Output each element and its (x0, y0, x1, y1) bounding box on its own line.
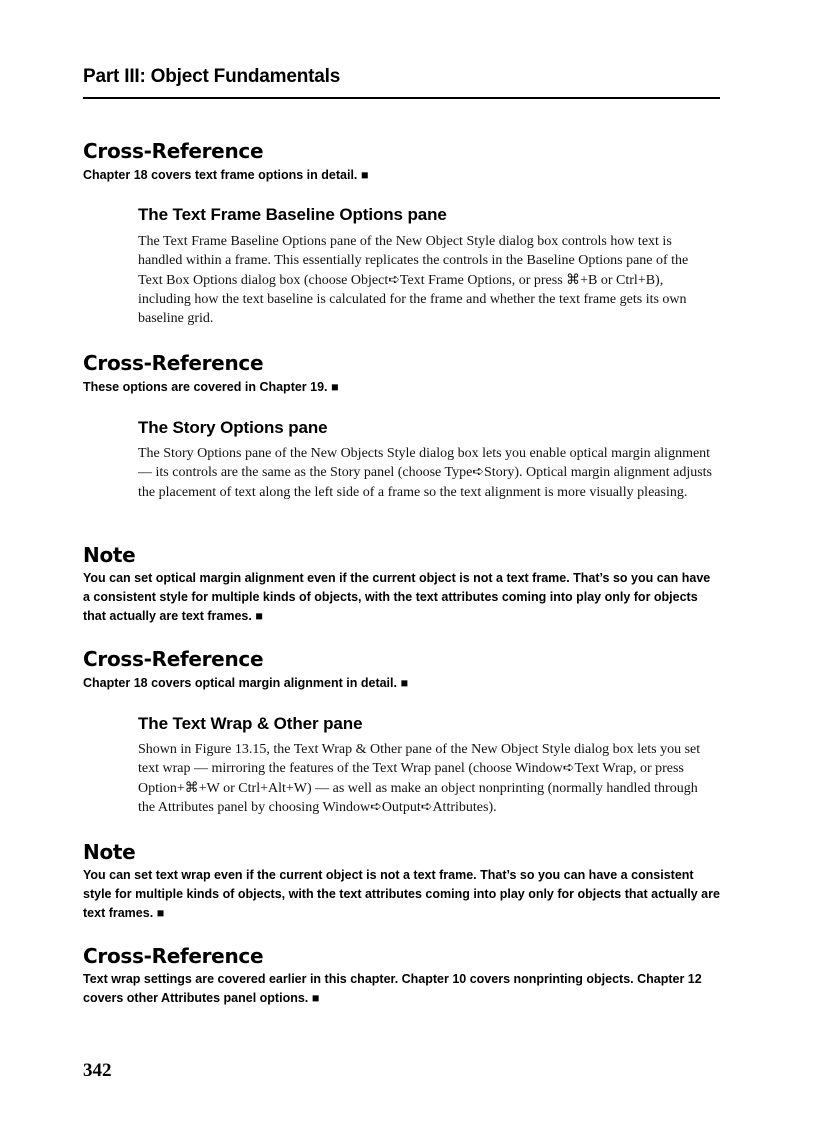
cross-reference-label: Cross-Reference (83, 139, 264, 163)
cross-reference-label: Cross-Reference (83, 351, 264, 375)
note-text: You can set optical margin alignment even if the current object is not a text frame. That’s so you can have a consistent style for multiple kinds of objects, with the text attributes coming into play only for objects that actually are text frames. ■ (83, 571, 711, 623)
note-label: Note (83, 840, 136, 864)
header-rule (83, 97, 720, 99)
section-heading-baseline-options: The Text Frame Baseline Options pane (138, 205, 447, 224)
page-number: 342 (83, 1060, 112, 1081)
section-body-baseline-options: The Text Frame Baseline Options pane of the New Object Style dialog box controls how text is handled within a frame. This essentially replicates the controls in the Baseline Options pane of the Text Box Options dialog box (choose Object➪Text Frame Options, or press ⌘+B or Ctrl+B), including how the text baseline is calculated for the frame and whether the text frame gets its own baseline grid. (138, 234, 689, 327)
note-label: Note (83, 543, 136, 567)
section-body-text-wrap: Shown in Figure 13.15, the Text Wrap & Other pane of the New Object Style dialog box lets you set text wrap — mirroring the features of the Text Wrap panel (choose Window➪Text Wrap, or press Option+⌘+W or Ctrl+Alt+W) — as well as make an object nonprinting (normally handled through the Attributes panel by choosing Window➪Output➪Attributes). (138, 742, 701, 815)
running-head: Part III: Object Fundamentals (83, 66, 341, 87)
cross-reference-text: Chapter 18 covers optical margin alignment in detail. ■ (83, 676, 408, 690)
cross-reference-text: These options are covered in Chapter 19. ■ (83, 380, 339, 394)
cross-reference-text: Text wrap settings are covered earlier in this chapter. Chapter 10 covers nonprinting objects. Chapter 12 covers other Attributes panel options. ■ (83, 972, 702, 1005)
section-body-story-options: The Story Options pane of the New Objects Style dialog box lets you enable optical margin alignment — its controls are the same as the Story panel (choose Type➪Story). Optical margin alignment adjusts the placement of text along the left side of a frame so the text alignment is more visually pleasing. (138, 446, 712, 500)
cross-reference-text: Chapter 18 covers text frame options in detail. ■ (83, 168, 369, 182)
section-heading-text-wrap: The Text Wrap & Other pane (138, 714, 363, 733)
note-text: You can set text wrap even if the current object is not a text frame. That’s so you can have a consistent style for multiple kinds of objects, with the text attributes coming into play only for objects that actually are text frames. ■ (83, 868, 720, 920)
section-heading-story-options: The Story Options pane (138, 418, 328, 437)
cross-reference-label: Cross-Reference (83, 647, 264, 671)
cross-reference-label: Cross-Reference (83, 944, 264, 968)
